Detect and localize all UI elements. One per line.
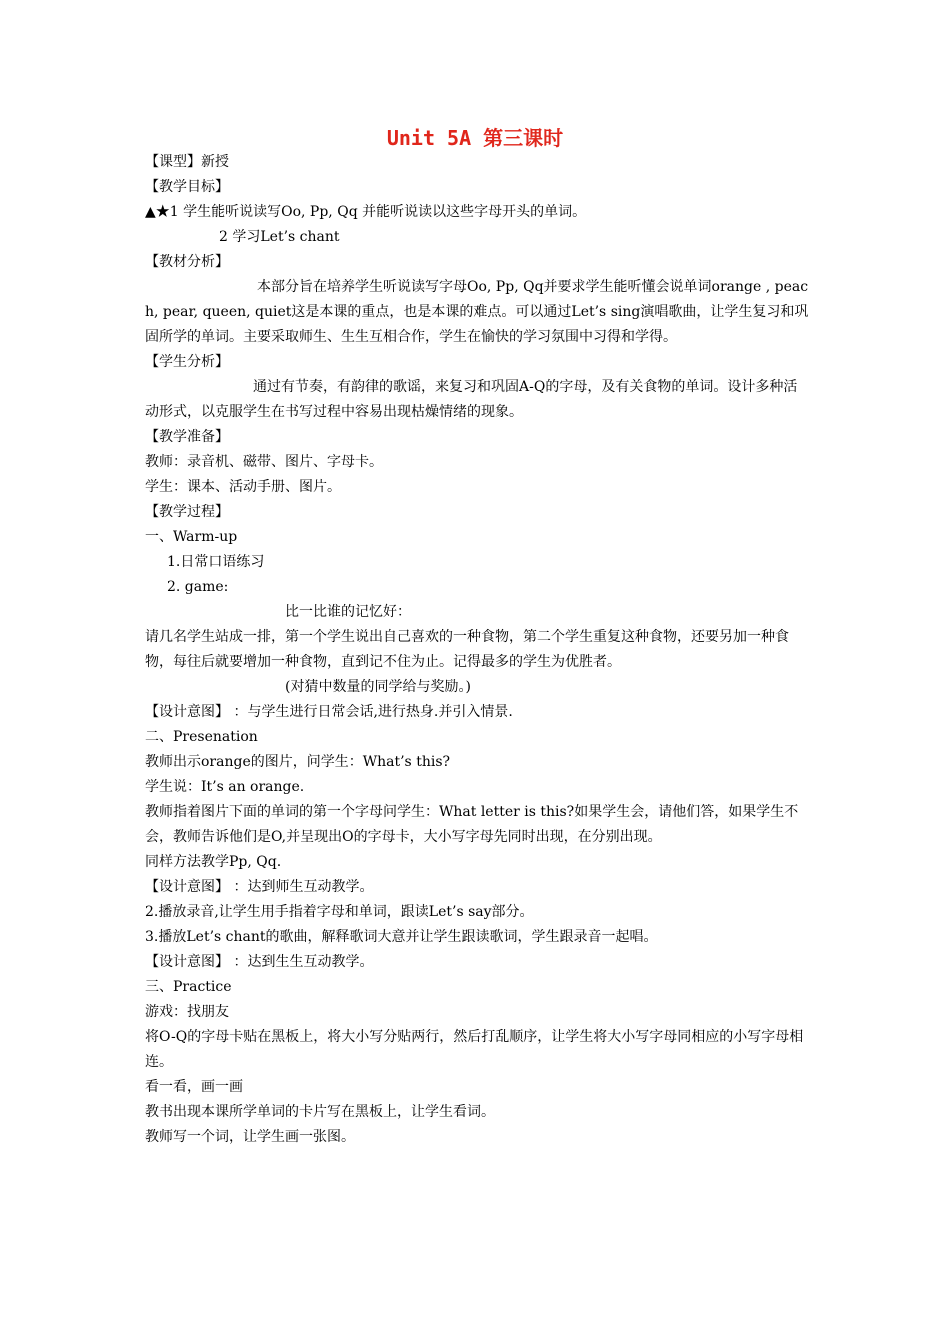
presentation-line-1: 教师出示orange的图片，问学生：What’s this? [145,754,451,770]
material-analysis-paragraph: 本部分旨在培养学生听说读写字母Oo, Pp, Qq并要求学生能听懂会说单词orange , peach, pear, queen, quiet这是本课的重点，也是本课的难点。可以通过Let’s sing演唱歌曲，让学生复习和巩固所学的单词。主要采取师生、生生互相合作，学生在愉快的学习氛围中习得和学得。 [145,279,809,345]
game-description: 请几名学生站成一排，第一个学生说出自己喜欢的一种食物，第二个学生重复这种食物，还要另加一种食物，每往后就要增加一种食物，直到记不住为止。记得最多的学生为优胜者。 [145,629,789,670]
warm-up-item-1: 1.日常口语练习 [167,554,265,570]
section-heading-material-analysis: 【教材分析】 [145,254,229,270]
design-intent-2: 【设计意图】 ：达到师生互动教学。 [145,879,374,895]
game-title: 比一比谁的记忆好： [285,604,411,620]
practice-game-description: 将O-Q的字母卡贴在黑板上，将大小写分贴两行，然后打乱顺序，让学生将大小写字母同相应的小写字母相连。 [145,1029,804,1070]
practice-activity-line-1: 教书出现本课所学单词的卡片写在黑板上，让学生看词。 [145,1104,495,1120]
section-heading-process: 【教学过程】 [145,504,229,520]
step-warm-up: 一、Warm-up [145,529,238,545]
step-practice: 三、Practice [145,979,232,995]
presentation-item-3: 3.播放Let’s chant的歌曲，解释歌词大意并让学生跟读歌词，学生跟录音一起唱。 [145,929,658,945]
presentation-paragraph: 教师指着图片下面的单词的第一个字母问学生：What letter is this?如果学生会，请他们答，如果学生不会，教师告诉他们是O,并呈现出O的字母卡，大小写字母先同时出现，在分别出现。 [145,804,799,845]
game-reward-note: (对猜中数量的同学给与奖励。) [285,679,471,695]
student-analysis-paragraph: 通过有节奏，有韵律的歌谣，来复习和巩固A-Q的字母，及有关食物的单词。设计多种活动形式，以克服学生在书写过程中容易出现枯燥情绪的现象。 [145,379,798,420]
design-intent-1: 【设计意图】 ：与学生进行日常会话,进行热身.并引入情景. [145,704,513,720]
practice-activity-line-2: 教师写一个词，让学生画一张图。 [145,1129,355,1145]
section-heading-preparation: 【教学准备】 [145,429,229,445]
presentation-item-2: 2.播放录音,让学生用手指着字母和单词，跟读Let’s say部分。 [145,904,534,920]
document-body [145,150,810,1150]
goal-item-2: 2 学习Let’s chant [219,229,340,245]
design-intent-3: 【设计意图】 ：达到生生互动教学。 [145,954,374,970]
goal-item-1: ▲★1 学生能听说读写Oo, Pp, Qq 并能听说读以这些字母开头的单词。 [145,204,587,220]
step-presentation: 二、Presenation [145,729,258,745]
section-heading-student-analysis: 【学生分析】 [145,354,229,370]
warm-up-item-2: 2. game: [167,579,229,595]
document-title: Unit 5A 第三课时 [386,126,564,150]
preparation-student: 学生：课本、活动手册、图片。 [145,479,341,495]
presentation-line-2: 学生说：It’s an orange. [145,779,305,795]
practice-activity-title: 看一看，画一画 [145,1079,243,1095]
section-heading-lesson-type: 【课型】新授 [145,154,229,170]
preparation-teacher: 教师：录音机、磁带、图片、字母卡。 [145,454,383,470]
section-heading-teaching-goals: 【教学目标】 [145,179,229,195]
practice-game-title: 游戏：找朋友 [145,1004,229,1020]
presentation-line-3: 同样方法教学Pp, Qq. [145,854,282,870]
